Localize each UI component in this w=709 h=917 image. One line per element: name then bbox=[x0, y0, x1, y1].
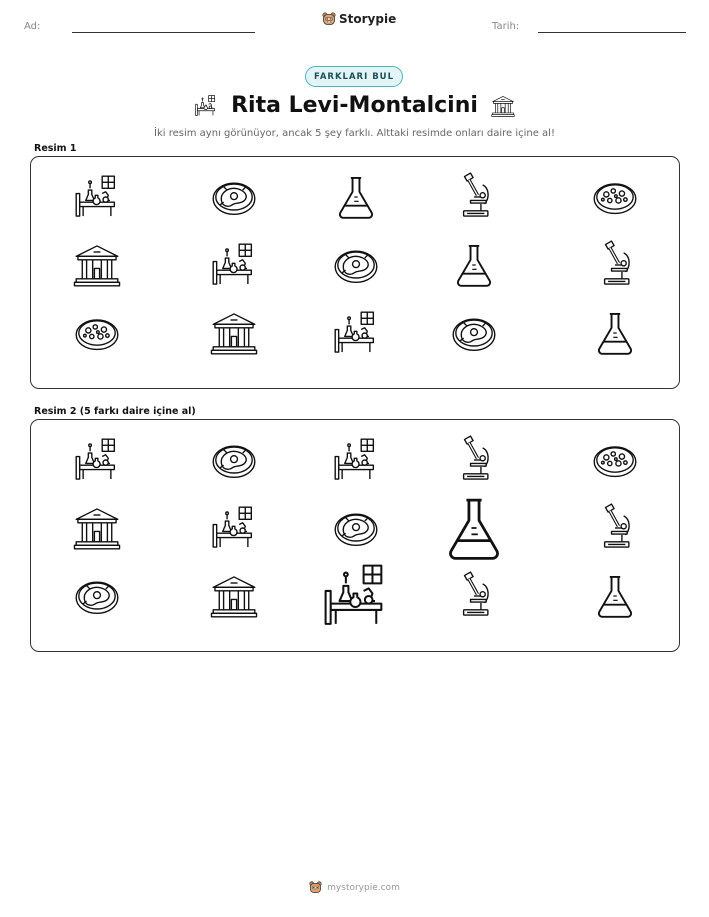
petri-dish-cell-icon[interactable] bbox=[71, 570, 123, 622]
brand-name: Storypie bbox=[339, 12, 397, 26]
microscope-icon[interactable] bbox=[448, 434, 500, 486]
flask-icon bbox=[330, 171, 382, 223]
lab-desk-large-icon[interactable] bbox=[318, 558, 394, 634]
title-right-icon bbox=[486, 93, 520, 119]
lab-desk-icon[interactable] bbox=[330, 434, 382, 486]
activity-badge: FARKLARI BUL bbox=[305, 66, 403, 87]
instructions: İki resim aynı görünüyor, ancak 5 şey farklı. Alttaki resimde onları daire içine al! bbox=[154, 128, 555, 139]
date-label: Tarih: bbox=[492, 21, 520, 32]
flask-large-icon[interactable] bbox=[436, 490, 512, 566]
petri-dish-cells-icon[interactable] bbox=[589, 434, 641, 486]
museum-icon[interactable] bbox=[71, 502, 123, 554]
lab-desk-icon bbox=[71, 171, 123, 223]
microscope-icon bbox=[448, 171, 500, 223]
petri-dish-cells-icon bbox=[71, 307, 123, 359]
bear-logo-icon bbox=[309, 881, 322, 894]
picture1-label: Resim 1 bbox=[34, 143, 77, 154]
page-title bbox=[0, 93, 709, 119]
lab-desk-icon bbox=[189, 93, 223, 119]
museum-icon[interactable] bbox=[208, 570, 260, 622]
bear-logo-icon bbox=[322, 12, 336, 26]
lab-desk-icon bbox=[330, 307, 382, 359]
flask-icon bbox=[589, 307, 641, 359]
flask-icon[interactable] bbox=[589, 570, 641, 622]
petri-dish-cell-icon[interactable] bbox=[330, 502, 382, 554]
museum-icon bbox=[71, 239, 123, 291]
lab-desk-icon[interactable] bbox=[208, 502, 260, 554]
picture2-label: Resim 2 (5 farkı daire içine al) bbox=[34, 406, 196, 417]
petri-dish-cell-icon bbox=[448, 307, 500, 359]
lab-desk-icon[interactable] bbox=[71, 434, 123, 486]
footer bbox=[0, 881, 709, 894]
petri-dish-cell-icon bbox=[330, 239, 382, 291]
lab-desk-icon bbox=[208, 239, 260, 291]
museum-icon bbox=[208, 307, 260, 359]
microscope-icon bbox=[589, 239, 641, 291]
flask-icon bbox=[448, 239, 500, 291]
picture1-panel bbox=[30, 156, 680, 389]
storypie-logo bbox=[322, 12, 396, 26]
date-field[interactable] bbox=[538, 32, 686, 33]
name-field[interactable] bbox=[72, 32, 255, 33]
title-text: Rita Levi-Montalcini bbox=[231, 93, 478, 118]
petri-dish-cells-icon bbox=[589, 171, 641, 223]
footer-site: mystorypie.com bbox=[327, 882, 400, 893]
picture2-panel[interactable] bbox=[30, 419, 680, 652]
petri-dish-cell-icon[interactable] bbox=[208, 434, 260, 486]
title-left-icon bbox=[189, 93, 223, 119]
microscope-icon[interactable] bbox=[589, 502, 641, 554]
museum-icon bbox=[486, 93, 520, 119]
petri-dish-cell-icon bbox=[208, 171, 260, 223]
name-label: Ad: bbox=[24, 21, 41, 32]
microscope-icon[interactable] bbox=[448, 570, 500, 622]
